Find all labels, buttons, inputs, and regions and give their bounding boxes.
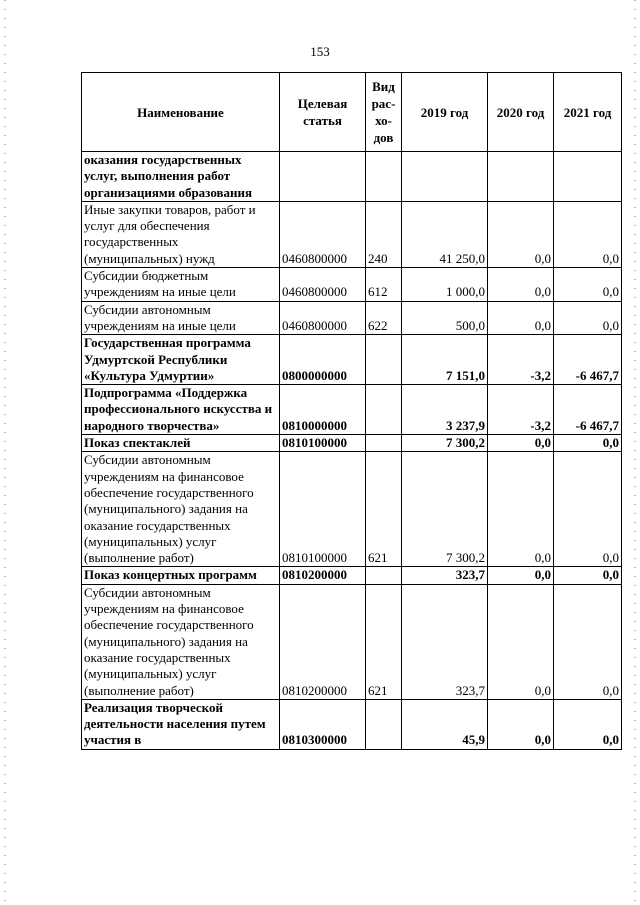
row-name-cell: Показ спектаклей (82, 435, 280, 452)
row-year-2019-cell: 7 151,0 (402, 335, 488, 385)
table-row (82, 584, 622, 699)
table-header (82, 73, 622, 152)
table-row (82, 301, 622, 335)
table-row (82, 201, 622, 267)
row-year-2021-cell: -6 467,7 (554, 335, 622, 385)
row-year-2021-cell (554, 152, 622, 202)
row-target-article-cell: 0460800000 (280, 268, 366, 302)
row-year-2021-cell: 0,0 (554, 584, 622, 699)
row-name-cell: Реализация творческой деятельности населения путем участия в (82, 699, 280, 749)
row-target-article-cell: 0460800000 (280, 301, 366, 335)
row-target-article-cell: 0810000000 (280, 385, 366, 435)
row-expense-type-cell (366, 699, 402, 749)
right-edge-scan-dots (634, 0, 636, 905)
header-year-2019: 2019 год (402, 73, 488, 152)
row-expense-type-cell: 621 (366, 584, 402, 699)
row-expense-type-cell (366, 335, 402, 385)
row-year-2020-cell: 0,0 (488, 201, 554, 267)
row-year-2019-cell: 7 300,2 (402, 435, 488, 452)
row-year-2019-cell: 41 250,0 (402, 201, 488, 267)
table-row (82, 152, 622, 202)
row-year-2019-cell: 3 237,9 (402, 385, 488, 435)
table-row (82, 452, 622, 567)
row-name-cell: оказания государственных услуг, выполнения работ организациями образования (82, 152, 280, 202)
row-target-article-cell: 0810100000 (280, 435, 366, 452)
row-target-article-cell: 0810300000 (280, 699, 366, 749)
row-year-2020-cell: -3,2 (488, 385, 554, 435)
row-target-article-cell (280, 152, 366, 202)
table-row (82, 268, 622, 302)
header-year-2020: 2020 год (488, 73, 554, 152)
row-year-2021-cell: 0,0 (554, 435, 622, 452)
row-year-2020-cell (488, 152, 554, 202)
row-target-article-cell: 0810200000 (280, 567, 366, 584)
header-name: Наименование (82, 73, 280, 152)
table-row (82, 385, 622, 435)
row-expense-type-cell: 621 (366, 452, 402, 567)
header-target-article: Целевая статья (280, 73, 366, 152)
row-year-2020-cell: 0,0 (488, 567, 554, 584)
row-target-article-cell: 0800000000 (280, 335, 366, 385)
row-year-2021-cell: 0,0 (554, 567, 622, 584)
row-target-article-cell: 0810200000 (280, 584, 366, 699)
row-year-2019-cell: 323,7 (402, 567, 488, 584)
row-year-2020-cell: 0,0 (488, 435, 554, 452)
row-name-cell: Подпрограмма «Поддержка профессионального искусства и народного творчества» (82, 385, 280, 435)
left-edge-scan-dots (4, 0, 6, 905)
row-year-2019-cell (402, 152, 488, 202)
row-year-2021-cell: 0,0 (554, 268, 622, 302)
row-name-cell: Субсидии автономным учреждениям на иные цели (82, 301, 280, 335)
page-number: 153 (310, 44, 330, 59)
row-year-2020-cell: 0,0 (488, 452, 554, 567)
row-name-cell: Субсидии автономным учреждениям на финансовое обеспечение государственного (муниципального) задания на оказание государственных (муниципальных) услуг (выполнение работ) (82, 452, 280, 567)
row-year-2021-cell: 0,0 (554, 699, 622, 749)
row-year-2021-cell: 0,0 (554, 301, 622, 335)
row-name-cell: Государственная программа Удмуртской Республики «Культура Удмуртии» (82, 335, 280, 385)
row-year-2020-cell: 0,0 (488, 268, 554, 302)
row-year-2021-cell: -6 467,7 (554, 385, 622, 435)
row-year-2020-cell: -3,2 (488, 335, 554, 385)
header-year-2021: 2021 год (554, 73, 622, 152)
row-target-article-cell: 0810100000 (280, 452, 366, 567)
row-year-2019-cell: 500,0 (402, 301, 488, 335)
row-expense-type-cell (366, 435, 402, 452)
table-row (82, 435, 622, 452)
row-expense-type-cell: 622 (366, 301, 402, 335)
row-name-cell: Субсидии бюджетным учреждениям на иные цели (82, 268, 280, 302)
row-name-cell: Субсидии автономным учреждениям на финансовое обеспечение государственного (муниципального) задания на оказание государственных (муниципальных) услуг (выполнение работ) (82, 584, 280, 699)
row-target-article-cell: 0460800000 (280, 201, 366, 267)
row-expense-type-cell (366, 567, 402, 584)
row-name-cell: Иные закупки товаров, работ и услуг для обеспечения государственных (муниципальных) нужд (82, 201, 280, 267)
row-expense-type-cell (366, 152, 402, 202)
row-year-2020-cell: 0,0 (488, 584, 554, 699)
row-expense-type-cell: 240 (366, 201, 402, 267)
row-year-2020-cell: 0,0 (488, 699, 554, 749)
row-name-cell: Показ концертных программ (82, 567, 280, 584)
row-year-2021-cell: 0,0 (554, 452, 622, 567)
row-year-2021-cell: 0,0 (554, 201, 622, 267)
row-year-2019-cell: 323,7 (402, 584, 488, 699)
header-row (82, 73, 622, 152)
row-year-2019-cell: 45,9 (402, 699, 488, 749)
row-year-2019-cell: 1 000,0 (402, 268, 488, 302)
table-row (82, 335, 622, 385)
table-body (82, 152, 622, 750)
table-row (82, 699, 622, 749)
header-expense-type: Вид рас-хо-дов (366, 73, 402, 152)
row-year-2019-cell: 7 300,2 (402, 452, 488, 567)
table-row (82, 567, 622, 584)
row-year-2020-cell: 0,0 (488, 301, 554, 335)
row-expense-type-cell: 612 (366, 268, 402, 302)
budget-table (81, 72, 622, 750)
row-expense-type-cell (366, 385, 402, 435)
